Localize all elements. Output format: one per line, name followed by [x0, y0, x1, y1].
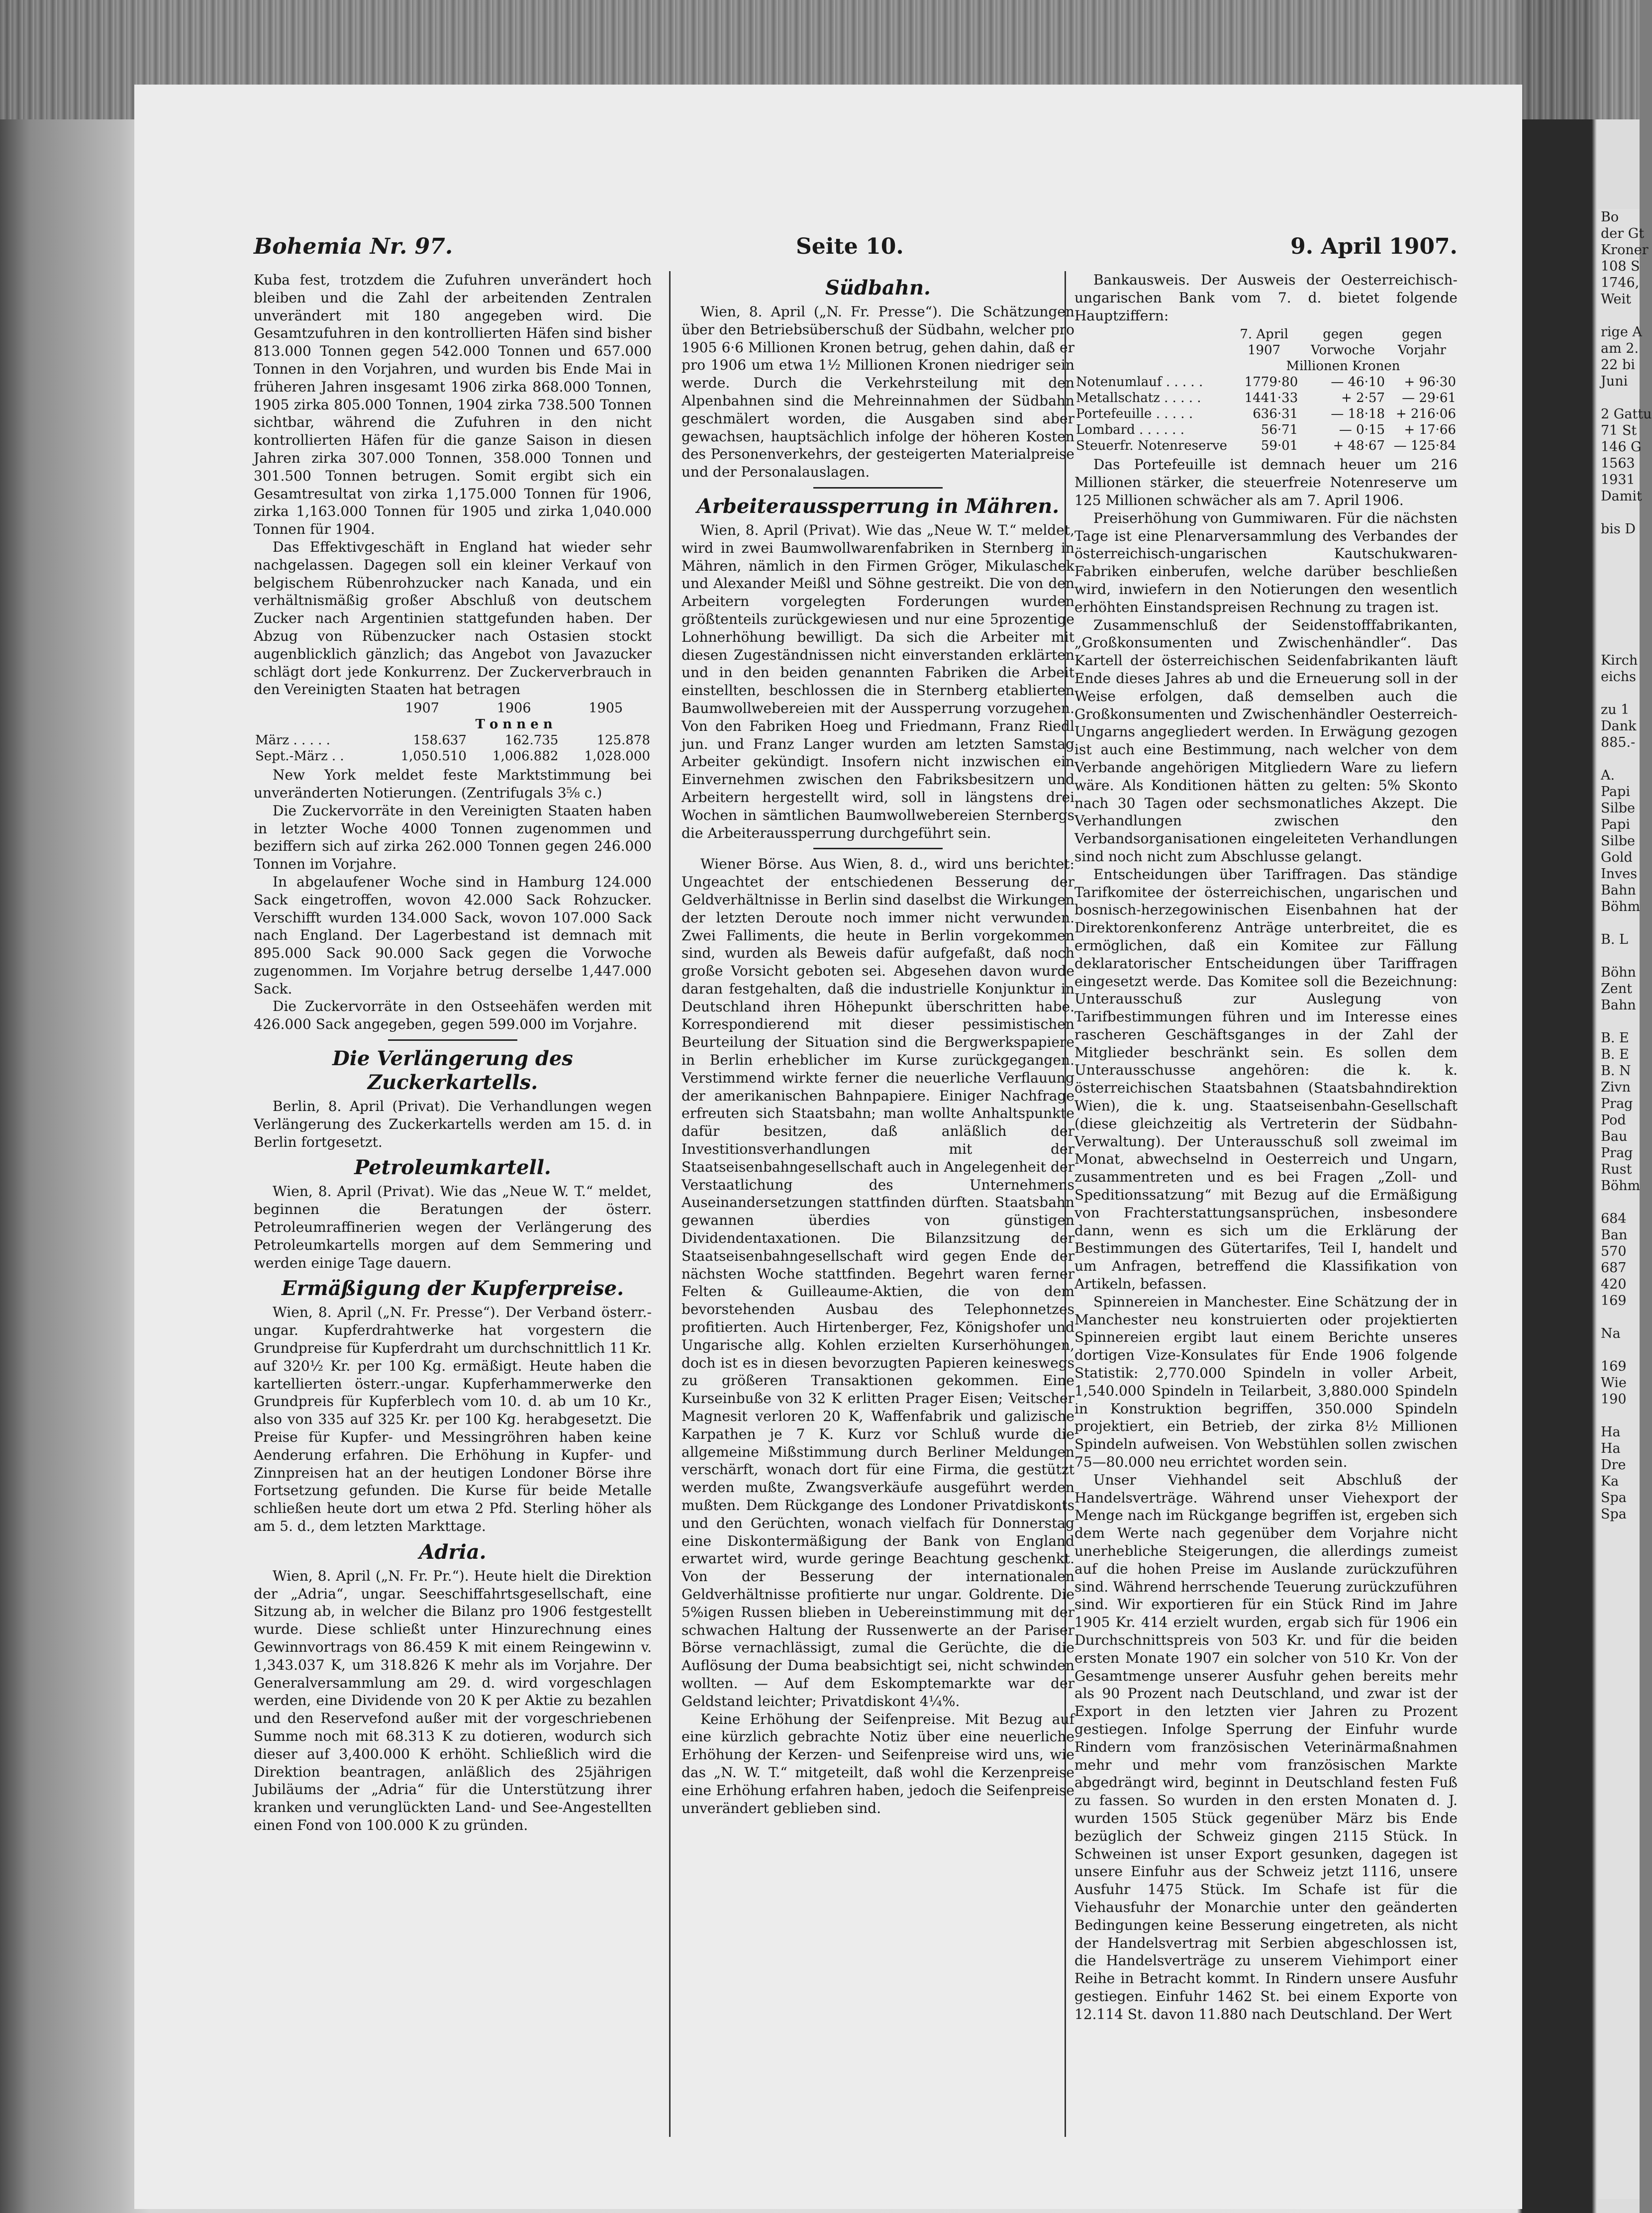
- article-sugar-england: Das Effektivgeschäft in England hat wieder sehr nachgelassen. Dagegen soll ein kleiner Verkauf von belgischem Rübenrohzucker nach Kanada, und ein verhältnismäßig großer Abschluß von deutschem Zucker nach Argentinien stattgefunden haben. Der Abzug von Rübenzucker nach Ostasien stockt augenblicklich gänzlich; das Angebot von Javazucker schlägt dort jede Konkurrenz. Der Zuckerverbrauch in den Vereinigten Staaten hat betragen: [254, 538, 652, 698]
- cell: 125.878: [596, 733, 650, 748]
- article-portfolio: Das Portefeuille ist demnach heuer um 216 Millionen stärker, die steuerfreie Notenreserve um 125 Millionen schwächer als am 7. April 1906.: [1074, 456, 1458, 508]
- article-cattle-trade: Unser Viehhandel seit Abschluß der Handelsverträge. Während unser Viehexport der Menge nach im Rückgange begriffen ist, ergeben sich dem Werte nach gegenüber dem Vorjahre nicht unerhebliche Steigerungen, die allerdings zumeist auf die hohen Preise im Auslande zurückzuführen sind. Während herrschende Teuerung zurückzuführen sind. Wir exportieren für ein Stück Rind im Jahre 1905 Kr. 414 erzielt wurden, ergab sich für 1906 ein Durchschnittspreis von 503 Kr. und für die beiden ersten Monate 1907 ein solcher von 510 Kr. Von der Gesamtmenge unserer Ausfuhr gehen bereits mehr als 90 Prozent nach Deutschland, und zwar ist der Export in den letzten vier Jahren zu Prozent gestiegen. Infolge Sperrung der Einfuhr wurde Rindern vom französischen Veterinärmaßnahmen mehr und mehr vom französischen Markte abgedrängt wird, beginnt in Deutschland festen Fuß zu fassen. So wurden in den ersten Monaten d. J. wurden 1505 Stück gegenüber März bis Ende bezüglich der Schweiz gingen 2115 Stück. In Schweinen ist unser Export gesunken, dagegen ist unsere Einfuhr aus der Schweiz jetzt 1116, unsere Ausfuhr 1475 Stück. Im Schafe ist für die Viehausfuhr der Monarchie unter den geänderten Bedingungen keine Besserung eingetreten, als nicht der Handelsvertrag mit Serbien abgeschlossen ist, die Handelsverträge zu unserem Viehimport einer Reihe in Betracht kommt. In Rindern unsere Ausfuhr gestiegen. Einfuhr 1462 St. bei einem Exporte von 12.114 St. davon 11.880 nach Deutschland. Der Wert: [1074, 1471, 1458, 2022]
- adjacent-page-fragment: [1598, 1194, 1640, 1210]
- adjacent-page-fragment: 687: [1601, 1260, 1627, 1276]
- adjacent-page-fragment: 108 S: [1601, 259, 1640, 274]
- row-label: März . . . . .: [255, 733, 330, 748]
- adjacent-page-fragment: [1598, 685, 1640, 702]
- adjacent-page-fragment: [1598, 390, 1640, 406]
- adjacent-page-fragment: Ban: [1601, 1227, 1628, 1243]
- cell: + 17·66: [1404, 422, 1456, 438]
- adjacent-page-fragment: Zent: [1601, 981, 1632, 997]
- table-row: [254, 732, 652, 748]
- adjacent-page-strip: [1598, 209, 1652, 2199]
- adjacent-page-fragment: 169: [1601, 1359, 1627, 1374]
- article-us-stocks: Die Zuckervorräte in den Vereinigten Staaten haben in letzter Woche 4000 Tonnen zugenommen und beziffern sich auf zirka 262.000 Tonnen gegen 246.000 Tonnen im Vorjahre.: [254, 802, 652, 873]
- article-suedbahn: Wien, 8. April („N. Fr. Presse“). Die Schätzungen über den Betriebsüberschuß der Südbahn, welcher pro 1905 6·6 Millionen Kronen betrug, gehen dahin, daß er pro 1906 um etwa 1½ Millionen Kronen niedriger sein werde. Durch die Verkehrsteilung mit den Alpenbahnen sind die Mehreinnahmen der Südbahn geschmälert worden, die Ausgaben sind aber gewachsen, hauptsächlich infolge der höheren Kosten des Personenverkehrs, der gesteigerten Materialpreise und der Personalauslagen.: [681, 303, 1074, 481]
- adjacent-page-fragment: eichs: [1601, 669, 1636, 685]
- article-new-york: New York meldet feste Marktstimmung bei unveränderten Notierungen. (Zentrifugals 3⁵⁄₈ c.): [254, 767, 652, 801]
- table-unit: Millionen Kronen: [1286, 359, 1400, 374]
- article-copper: Wien, 8. April („N. Fr. Presse“). Der Verband österr.-ungar. Kupferdrahtwerke hat vorgestern die Grundpreise für Kupferdraht um durchschnittlich 11 Kr. auf 320½ Kr. per 100 Kg. ermäßigt. Heute haben die kartellierten österr.-ungar. Kupferhammerwerke den Grundpreis für Kupferblech vom 10. d. ab um 10 Kr., also von 335 auf 325 Kr. per 100 Kg. herabgesetzt. Die Preise für Kupfer- und Messingröhren haben keine Aenderung erfahren. Die Erhöhung in Kupfer- und Zinnpreisen hat an der heutigen Londoner Börse ihre Fortsetzung gefunden. Die Kurse für beide Metalle schließen heute dort um etwa 2 Pfd. Sterling höher als am 5. d., dem letzten Markttage.: [254, 1304, 652, 1535]
- row-label: Metallschatz . . . . .: [1076, 391, 1201, 406]
- adjacent-page-fragment: 146 G: [1601, 439, 1642, 455]
- column-year: 1907: [405, 701, 439, 716]
- table-row: [254, 748, 652, 764]
- article-adria: Wien, 8. April („N. Fr. Pr.“). Heute hielt die Direktion der „Adria“, ungar. Seeschiffahrtsgesellschaft, eine Sitzung ab, in welcher die Bilanz pro 1906 festgestellt wurde. Diese schließt unter Hinzurechnung eines Gewinnvortrags von 86.459 K mit einem Reingewinn v. 1,343.037 K, um 318.826 K mehr als im Vorjahre. Der Generalversammlung am 29. d. wird vorgeschlagen werden, eine Dividende von 20 K per Aktie zu bezahlen und den Reservefond außer mit der vorgeschriebenen Summe noch mit 68.313 K zu dotieren, wodurch sich dieser auf 3,400.000 K erhöht. Schließlich wird die Direktion beantragen, anläßlich des 25jährigen Jubiläums der „Adria“ für die Unterstützung ihrer kranken und verunglückten Land- und See-Angestellten einen Fond von 100.000 K zu gründen.: [254, 1567, 652, 1833]
- adjacent-page-fragment: Wie: [1601, 1375, 1627, 1391]
- page-number: Seite 10.: [796, 234, 904, 259]
- adjacent-page-fragment: Weit: [1601, 292, 1632, 307]
- cell: — 125·84: [1393, 438, 1456, 454]
- column-1: [254, 271, 652, 2142]
- cell: 56·71: [1261, 422, 1298, 438]
- adjacent-page-fragment: Prag: [1601, 1145, 1633, 1161]
- adjacent-page-fragment: Spa: [1601, 1507, 1627, 1522]
- article-sugar-cuba: Kuba fest, trotzdem die Zufuhren unverändert hoch bleiben und die Zahl der arbeitenden Zentralen unverändert mit 180 angegeben wird. Die Gesamtzufuhren in den kontrollierten Häfen sind bisher 813.000 Tonnen gegen 542.000 Tonnen und 657.000 Tonnen in den Vorjahren, und wurden bis Ende Mai in früheren Jahren insgesamt 1906 zirka 868.000 Tonnen, 1905 zirka 805.000 Tonnen, 1904 zirka 738.500 Tonnen sichtbar, während die Zufuhren in den nicht kontrollierten Häfen für die ganze Saison in diesen Jahren zirka 307.000 Tonnen, 358.000 Tonnen und 301.500 Tonnen betrugen. Somit ergibt sich ein Gesamtresultat von zirka 1,175.000 Tonnen für 1906, zirka 1,163.000 Tonnen für 1905 und zirka 1,040.000 Tonnen für 1904.: [254, 272, 652, 538]
- column-head: 7. April 1907: [1240, 327, 1288, 358]
- column-3: [1074, 271, 1458, 2142]
- adjacent-page-fragment: Bo: [1601, 209, 1619, 225]
- adjacent-page-fragment: B. N: [1601, 1063, 1631, 1079]
- issue-date: 9. April 1907.: [1290, 234, 1458, 259]
- adjacent-page-fragment: 169: [1601, 1293, 1627, 1308]
- article-hamburg: In abgelaufener Woche sind in Hamburg 124.000 Sack eingetroffen, wovon 42.000 Sack Rohzucker. Verschifft wurden 134.000 Sack, wovon 107.000 Sack nach England. Der Lagerbestand ist demnach mit 895.000 Sack 90.000 Sack gegen die Vorwoche zugenommen. Im Vorjahre betrug derselbe 1,447.000 Sack.: [254, 873, 652, 997]
- page-header: [254, 234, 1458, 269]
- cell: 1,006.882: [492, 749, 559, 764]
- adjacent-page-fragment: Silbe: [1601, 833, 1636, 849]
- adjacent-page-fragment: A.: [1601, 768, 1615, 783]
- headline-suedbahn: Südbahn.: [825, 276, 931, 300]
- article-manchester-spinning: Spinnereien in Manchester. Eine Schätzung der in Manchester neu konstruierten oder projektierten Spinnereien ergibt laut einem Berichte unseres dortigen Vize-Konsulates für Ende 1906 folgende Statistik: 2,770.000 Spindeln in voller Arbeit, 1,540.000 Spindeln in Teilarbeit, 3,880.000 Spindeln in Konstruktion begriffen, 350.000 Spindeln projektiert, ein Betrieb, der zirka 8½ Millionen Spindeln aufweisen. Von Webstühlen sollen zwischen 75—80.000 neu errichtet worden sein.: [1074, 1293, 1458, 1471]
- cell: — 46·10: [1331, 375, 1385, 390]
- adjacent-page-fragment: [1598, 307, 1640, 324]
- adjacent-page-fragment: Bahn: [1601, 883, 1636, 898]
- column-head: gegen Vorwoche: [1311, 327, 1375, 358]
- article-tariff-questions: Entscheidungen über Tariffragen. Das ständige Tarifkomitee der österreichischen, ungarischen und bosnisch-herzegowinischen Eisenbahnen hat der Direktorenkonferenz Anträge unterbreitet, die es ermöglichen, daß ein Komitee zur Fällung deklaratorischer Entscheidungen über Tariffragen eingesetzt werde. Das Komitee soll die Bezeichnung: Unterausschuß zur Auslegung von Tarifbestimmungen führen und im Interesse eines rascheren Geschäftsganges in der Zahl der Mitglieder beschränkt sein. Es sollen dem Unterausschusse angehören: die k. k. österreichischen Staatsbahnen (Staatsbahndirektion Wien), die k. ung. Staatseisenbahn-Gesellschaft (diese gleichzeitig als Vertreterin der Südbahn-Verwaltung). Der Unterausschuß soll zweimal im Monat, abwechselnd in Oesterreich und Ungarn, zusammentreten und es bei Fragen „Zoll- und Speditionssatzung“ mit Bezug auf die Ermäßigung von Frachterstattungsansprüchen, insbesondere dann, wenn es sich um die Erklärung der Bestimmungen des Gütertarifes, Teil I, handelt und um Anfragen, betreffend die Klassifikation von Artikeln, befassen.: [1074, 866, 1458, 1293]
- adjacent-page-fragment: Bahn: [1601, 998, 1636, 1013]
- adjacent-page-fragment: Dank: [1601, 718, 1637, 734]
- adjacent-page-fragment: Papi: [1601, 817, 1630, 832]
- cell: 1441·33: [1244, 391, 1298, 406]
- adjacent-page-fragment: B. E: [1601, 1047, 1629, 1062]
- adjacent-page-fragment: [1598, 948, 1640, 964]
- cell: — 0·15: [1339, 422, 1385, 438]
- cell: 1,028.000: [584, 749, 650, 764]
- headline-sugar-cartel: Die Verlängerung des Zuckerkartells.: [332, 1047, 573, 1095]
- adjacent-page-fragment: Bau: [1601, 1129, 1628, 1144]
- article-vienna-exchange: Wiener Börse. Aus Wien, 8. d., wird uns berichtet: Ungeachtet der entschiedenen Besserung der Geldverhältnisse in Berlin sind daselbst die Wirkungen der letzten Deroute noch immer nicht verwunden. Zwei Falliments, die heute in Berlin vorgekommen sind, wurden als Beweis dafür aufgefaßt, daß noch große Vorsicht geboten sei. Abgesehen davon wurde daran festgehalten, daß die industrielle Konjunktur in Deutschland ihren Höhepunkt überschritten habe. Korrespondierend mit dieser pessimistischen Beurteilung der Situation sind die Bergwerkspapiere in Berlin erheblicher im Kurse zurückgegangen. Verstimmend wirkte ferner die neuerliche Verflauung der amerikanischen Bahnpapiere. Einiger Nachfrage erfreuten sich Staatsbahn; man wollte Anhaltspunkte dafür besitzen, daß anläßlich der Investitionsverhandlungen mit der Staatseisenbahngesellschaft auch in Angelegenheit der Verstaatlichung des Unternehmens Auseinandersetzungen stattfinden dürften. Staatsbahn gewannen überdies von günstigen Dividendentaxationen. Die Bilanzsitzung der Staatseisenbahngesellschaft wird gegen Ende der nächsten Woche stattfinden. Begehrt waren ferner Felten & Guilleaume-Aktien, die von dem bevorstehenden Ausbau des Telephonnetzes profitierten. Auch Hirtenberger, Fez, Königshofer und Ungarische allg. Kohlen erzielten Kurserhöhungen, doch ist es in diesen bevorzugten Papieren keineswegs zu größeren Transaktionen gekommen. Eine Kurseinbuße von 32 K erlitten Prager Eisen; Veitscher Magnesit verloren 20 K, Waffenfabrik und galizische Karpathen je 7 K. Kurz vor Schluß wurde die allgemeine Mißstimmung durch Berliner Meldungen verschärft, wonach dort für eine Firma, die gestützt werden mußte, Zwangsverkäufe ausgeführt werden mußten. Dem Rückgange des Londoner Privatdiskonts und den Gerüchten, wonach vielfach für Donnerstag eine Diskontermäßigung der Bank von England erwartet wird, wurde geringe Beachtung geschenkt. Von der Besserung der internationalen Geldverhältnisse profitierte nur ungar. Goldrente. Die 5%igen Russen blieben in Uebereinstimmung mit der schwachen Haltung der Russenwerte an der Pariser Börse vernachlässigt, zumal die Gerüchte, die die Auflösung der Duma beabsichtigt sei, nicht schwinden wollten. — Auf dem Eskomptemarkte war der Geldstand leichter; Privatdiskont 4¼%.: [681, 856, 1074, 1710]
- headline-adria: Adria.: [419, 1540, 486, 1564]
- adjacent-page-fragment: B. E: [1601, 1030, 1629, 1046]
- adjacent-page-fragment: Dre: [1601, 1457, 1626, 1473]
- adjacent-page-fragment: Zivn: [1601, 1080, 1631, 1095]
- masthead-issue: Bohemia Nr. 97.: [254, 234, 453, 259]
- cell: 158.637: [413, 733, 467, 748]
- section-divider: [388, 1039, 517, 1041]
- cell: 59·01: [1261, 438, 1298, 454]
- section-divider: [813, 487, 943, 489]
- row-label: Steuerfr. Notenreserve: [1076, 438, 1227, 454]
- adjacent-page-fragment: Pod: [1601, 1112, 1626, 1128]
- table-row: [1074, 406, 1458, 422]
- article-bank-statement: Bankausweis. Der Ausweis der Oesterreichisch-ungarischen Bank vom 7. d. bietet folgende Hauptziffern:: [1074, 272, 1458, 324]
- adjacent-page-fragment: Kroner: [1601, 242, 1649, 258]
- adjacent-page-fragment: [1598, 504, 1640, 521]
- adjacent-page-fragment: B. L: [1601, 932, 1628, 947]
- article-baltic: Die Zuckervorräte in den Ostseehäfen werden mit 426.000 Sack angegeben, gegen 599.000 im Vorjahre.: [254, 998, 652, 1033]
- cell: 1,050.510: [400, 749, 467, 764]
- row-label: Sept.-März . .: [255, 749, 344, 764]
- headline-lockout: Arbeiteraussperrung in Mähren.: [696, 494, 1060, 518]
- adjacent-page-fragment: Böhm: [1601, 1178, 1641, 1194]
- cell: + 2·57: [1341, 391, 1385, 406]
- adjacent-page-fragment: am 2.: [1601, 341, 1639, 356]
- adjacent-page-fragment: [1598, 537, 1640, 554]
- adjacent-page-fragment: Böhm: [1601, 899, 1641, 914]
- table-row: [1074, 422, 1458, 438]
- adjacent-page-fragment: Juni: [1601, 374, 1628, 389]
- adjacent-page-fragment: Inves: [1601, 866, 1638, 882]
- article-soap-prices: Keine Erhöhung der Seifenpreise. Mit Bezug auf eine kürzlich gebrachte Notiz über eine neuerliche Erhöhung der Kerzen- und Seifenpreise wird uns, wie das „N. W. T.“ mitgeteilt, daß wohl die Kerzenpreise eine Erhöhung erfahren haben, jedoch die Seifenpreise unverändert geblieben sind.: [681, 1710, 1074, 1816]
- adjacent-page-fragment: [1598, 1408, 1640, 1424]
- table-corner: [254, 701, 376, 716]
- adjacent-page-fragment: [1598, 570, 1640, 587]
- section-divider: [813, 848, 943, 849]
- adjacent-page-fragment: 71 St: [1601, 423, 1637, 438]
- column-head: gegen Vorjahr: [1397, 327, 1447, 358]
- adjacent-page-fragment: [1598, 751, 1640, 767]
- adjacent-page-fragment: bis D: [1601, 521, 1636, 537]
- row-label: Lombard . . . . . .: [1076, 422, 1184, 438]
- article-rubber-prices: Preiserhöhung von Gummiwaren. Für die nächsten Tage ist eine Plenarversammlung des Verbandes der österreichisch-ungarischen Kautschukwaren-Fabriken einberufen, welche darüber beschließen wird, inwiefern in den Notierungen den wesentlich erhöhten Einstandspreisen Rechnung zu tragen ist.: [1074, 509, 1458, 615]
- adjacent-page-fragment: Damit: [1601, 489, 1642, 504]
- adjacent-page-fragment: 885.-: [1601, 735, 1636, 750]
- cell: 162.735: [504, 733, 559, 748]
- column-year: 1905: [588, 701, 623, 716]
- column-rule: [669, 271, 671, 2137]
- article-lockout: Wien, 8. April (Privat). Wie das „Neue W. T.“ meldet, wird in zwei Baumwollwarenfabriken in Sternberg in Mähren, nämlich in den Firmen Gröger, Mikulaschek und Alexander Meißl und Söhne gestreikt. Die von den Arbeitern vorgelegten Forderungen wurden größtenteils zurückgewiesen und nur eine 5prozentige Lohnerhöhung bewilligt. Da sich die Arbeiter mit diesen Zugeständnissen nicht einverstanden erklärten und in den beiden genannten Fabriken die Arbeit einstellten, beschlossen die in Sternberg etablierten Baumwollwebereien mit der Aussperrung vorzugehen. Von den Fabriken Hoeg und Friedmann, Franz Riedl jun. und Franz Langer wurden am letzten Samstag Arbeiter gekündigt. Insofern nicht inzwischen ein Einvernehmen zwischen den Fabriksbesitzern und Arbeitern hergestellt wird, soll in längstens drei Wochen in sämtlichen Baumwollwebereien Sternbergs die Arbeiteraussperrung durchgeführt sein.: [681, 521, 1074, 841]
- adjacent-page-fragment: Na: [1601, 1326, 1621, 1341]
- adjacent-page-fragment: Prag: [1601, 1096, 1633, 1111]
- adjacent-page-fragment: Kirch: [1601, 653, 1638, 668]
- row-label: Portefeuille . . . . .: [1076, 406, 1193, 422]
- adjacent-page-fragment: Gold: [1601, 850, 1633, 865]
- adjacent-page-fragment: rige A: [1601, 324, 1642, 340]
- adjacent-page-fragment: 190: [1601, 1392, 1627, 1407]
- adjacent-page-fragment: [1598, 636, 1640, 652]
- adjacent-page-fragment: [1598, 554, 1640, 570]
- cell: — 29·61: [1402, 391, 1456, 406]
- adjacent-page-fragment: Rust: [1601, 1162, 1632, 1177]
- cell: + 48·67: [1333, 438, 1385, 454]
- adjacent-page-fragment: Böhn: [1601, 965, 1636, 980]
- article-silk-cartel: Zusammenschluß der Seidenstofffabrikanten, „Großkonsumenten und Zwischenhändler“. Das Kartell der österreichischen Seidenfabrikanten läuft Ende dieses Jahres ab und die Erneuerung soll in der Weise erfolgen, daß demselben auch die Großkonsumenten und Zwischenhändler Oesterreich-Ungarns angegliedert werden. In Erwägung gezogen ist auch eine Bestimmung, nach welcher von dem Verbande angehörigen Mitgliedern Ware zu liefern wäre. Als Konditionen hätten zu gelten: 5% Skonto nach 30 Tagen oder sechsmonatliches Akzept. Die Verhandlungen zwischen den Verbandsorganisationen eingeleiteten Verhandlungen sind noch nicht zum Abschlusse gelangt.: [1074, 616, 1458, 865]
- adjacent-page-fragment: 2 Gattu: [1601, 406, 1652, 422]
- headline-copper: Ermäßigung der Kupferpreise.: [281, 1277, 624, 1301]
- cell: — 18·18: [1331, 406, 1385, 422]
- adjacent-page-fragment: Ka: [1601, 1474, 1619, 1489]
- bank-statement-table: [1074, 326, 1458, 454]
- adjacent-page-fragment: [1598, 1342, 1640, 1358]
- cell: + 96·30: [1404, 375, 1456, 390]
- adjacent-page-fragment: Silbe: [1601, 801, 1636, 816]
- adjacent-page-fragment: Ha: [1601, 1424, 1621, 1440]
- table-row: [1074, 390, 1458, 406]
- column-year: 1906: [496, 701, 531, 716]
- cell: 1779·80: [1244, 375, 1298, 390]
- adjacent-page-fragment: 1563: [1601, 456, 1635, 471]
- adjacent-page-fragment: Papi: [1601, 784, 1630, 800]
- cell: 636·31: [1253, 406, 1298, 422]
- column-2: [681, 271, 1074, 2142]
- adjacent-page-fragment: [1598, 1013, 1640, 1030]
- adjacent-page-fragment: 22 bi: [1601, 357, 1635, 373]
- adjacent-page-fragment: [1598, 603, 1640, 619]
- adjacent-page-fragment: zu 1: [1601, 702, 1630, 717]
- table-corner: [1074, 326, 1229, 358]
- adjacent-page-fragment: 684: [1601, 1211, 1627, 1226]
- adjacent-page-fragment: 1746,: [1601, 275, 1640, 291]
- adjacent-page-fragment: Spa: [1601, 1490, 1627, 1506]
- adjacent-page-fragment: [1598, 915, 1640, 931]
- adjacent-page-fragment: 570: [1601, 1244, 1627, 1259]
- article-petroleum: Wien, 8. April (Privat). Wie das „Neue W. T.“ meldet, beginnen die Beratungen der österr. Petroleumraffinerien wegen der Verlängerung des Petroleumkartells morgen auf dem Semmering und werden einige Tage dauern.: [254, 1183, 652, 1271]
- adjacent-page-fragment: 1931: [1601, 472, 1635, 488]
- adjacent-page-fragment: Ha: [1601, 1441, 1621, 1456]
- article-sugar-cartel: Berlin, 8. April (Privat). Die Verhandlungen wegen Verlängerung des Zuckerkartells werden am 15. d. in Berlin fortgesetzt.: [254, 1098, 652, 1150]
- cell: + 216·06: [1395, 406, 1456, 422]
- table-unit: T o n n e n: [475, 717, 553, 732]
- adjacent-page-fragment: der Gt: [1601, 226, 1645, 241]
- adjacent-page-fragment: 420: [1601, 1277, 1627, 1292]
- headline-petroleum: Petroleumkartell.: [354, 1156, 551, 1180]
- table-row: [1074, 438, 1458, 454]
- adjacent-page-fragment: [1598, 587, 1640, 603]
- sugar-consumption-table: [254, 701, 652, 764]
- row-label: Notenumlauf . . . . .: [1076, 375, 1203, 390]
- adjacent-page-fragment: [1598, 619, 1640, 636]
- adjacent-page-fragment: [1598, 1309, 1640, 1325]
- table-row: [1074, 374, 1458, 390]
